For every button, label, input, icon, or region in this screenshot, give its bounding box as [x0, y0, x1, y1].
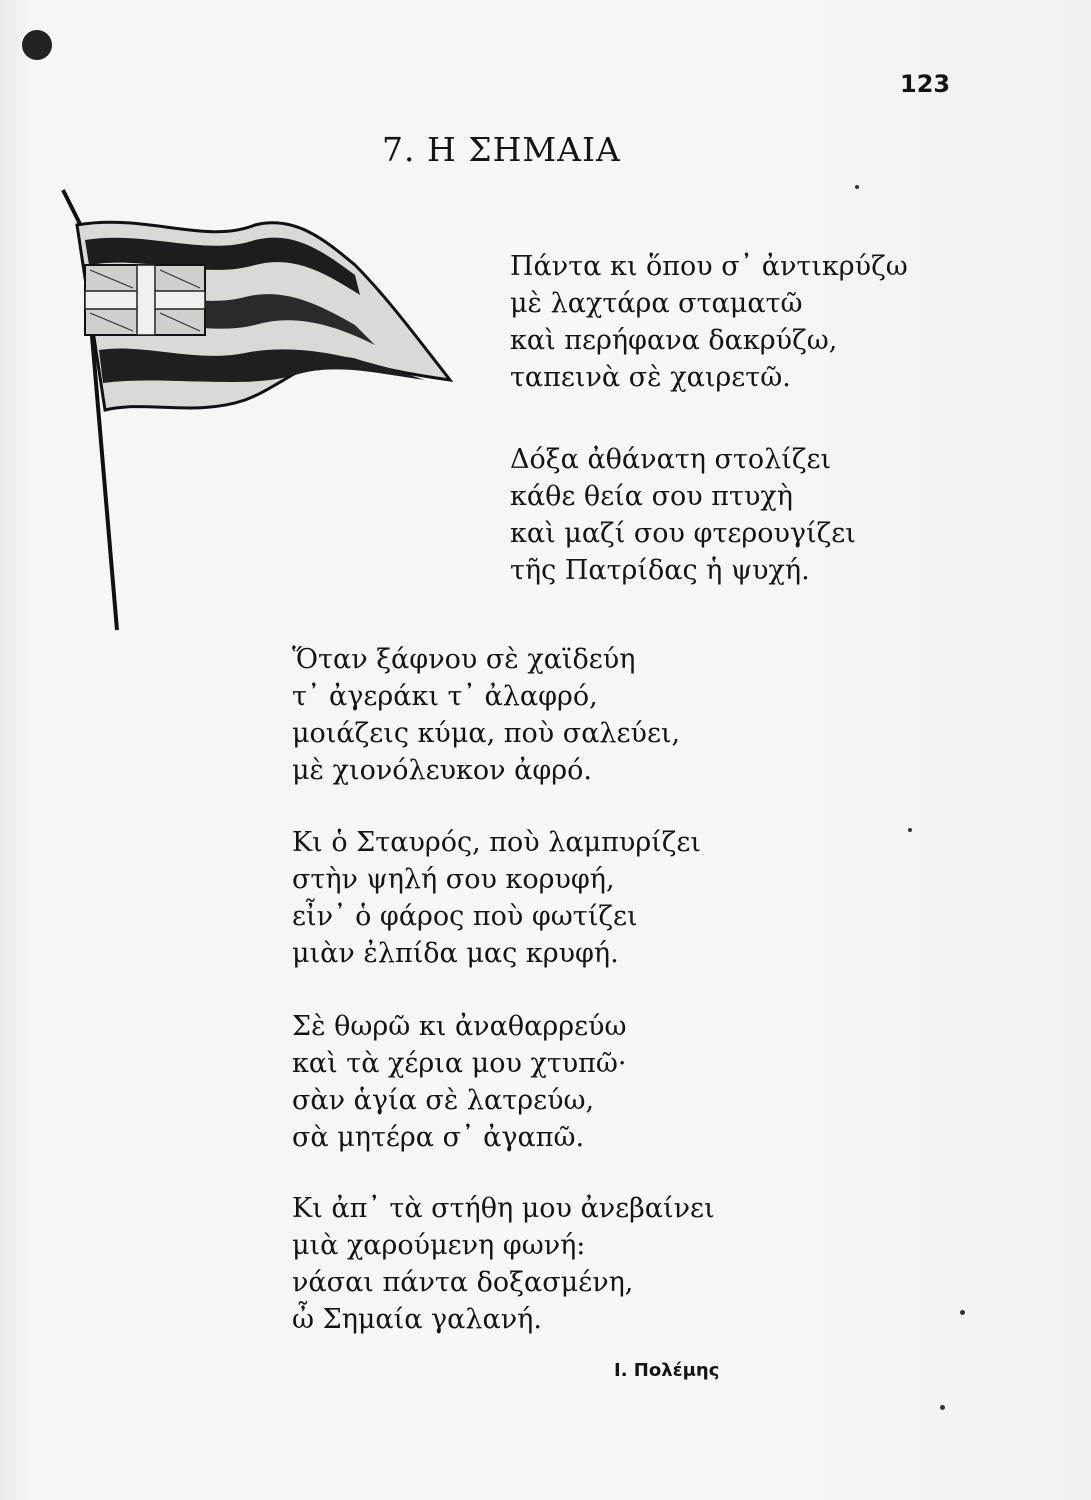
- poem-line: ὦ Σημαία γαλανή.: [292, 1304, 542, 1335]
- poem-line: μὲ λαχτάρα σταματῶ: [510, 288, 803, 319]
- poem-line: Δόξα ἀθάνατη στολίζει: [510, 444, 832, 475]
- poem-line: εἶν᾽ ὁ φάρος ποὺ φωτίζει: [292, 901, 638, 932]
- poem-line: σὰ μητέρα σ᾽ ἀγαπῶ.: [292, 1122, 585, 1153]
- poem-line: Κι ὁ Σταυρός, ποὺ λαμπυρίζει: [292, 827, 701, 858]
- poem-author: Ι. Πολέμης: [614, 1360, 720, 1381]
- scan-speck: [960, 1310, 965, 1315]
- poem-line: καὶ περήφανα δακρύζω,: [510, 325, 838, 356]
- greek-flag-drawing: [55, 185, 455, 635]
- poem-line: τ᾽ ἀγεράκι τ᾽ ἀλαφρό,: [292, 681, 598, 712]
- scan-blemish: [22, 30, 52, 60]
- poem-line: Κι ἀπ᾽ τὰ στήθη μου ἀνεβαίνει: [292, 1193, 715, 1224]
- stanza-1: [510, 248, 908, 396]
- poem-line: στὴν ψηλή σου κορυφή,: [292, 864, 615, 895]
- scan-speck: [908, 828, 912, 832]
- stanza-6: [292, 1190, 715, 1338]
- poem-line: σὰν ἁγία σὲ λατρεύω,: [292, 1085, 595, 1116]
- poem-line: καὶ τὰ χέρια μου χτυπῶ·: [292, 1048, 627, 1079]
- poem-line: Πάντα κι ὅπου σ᾽ ἀντικρύζω: [510, 251, 908, 282]
- poem-line: Σὲ θωρῶ κι ἀναθαρρεύω: [292, 1011, 627, 1042]
- scan-speck: [940, 1405, 945, 1410]
- poem-line: μὲ χιονόλευκον ἀφρό.: [292, 755, 592, 786]
- poem-line: τῆς Πατρίδας ἡ ψυχή.: [510, 555, 810, 586]
- stanza-2: [510, 441, 856, 589]
- stanza-5: [292, 1008, 627, 1156]
- page-number: 123: [900, 70, 951, 98]
- poem-title: 7. Η ΣΗΜΑΙΑ: [382, 130, 621, 169]
- poem-line: κάθε θεία σου πτυχὴ: [510, 481, 793, 512]
- scan-speck: [855, 185, 859, 189]
- poem-line: μιὰ χαρούμενη φωνή:: [292, 1230, 586, 1261]
- poem-line: μιὰν ἐλπίδα μας κρυφή.: [292, 938, 619, 969]
- poem-line: Ὅταν ξάφνου σὲ χαϊδεύη: [292, 644, 636, 675]
- poem-line: ταπεινὰ σὲ χαιρετῶ.: [510, 362, 791, 393]
- stanza-3: [292, 641, 680, 789]
- poem-line: νάσαι πάντα δοξασμένη,: [292, 1267, 634, 1298]
- stanza-4: [292, 824, 701, 972]
- poem-line: μοιάζεις κύμα, ποὺ σαλεύει,: [292, 718, 681, 749]
- poem-line: καὶ μαζί σου φτερουγίζει: [510, 518, 856, 549]
